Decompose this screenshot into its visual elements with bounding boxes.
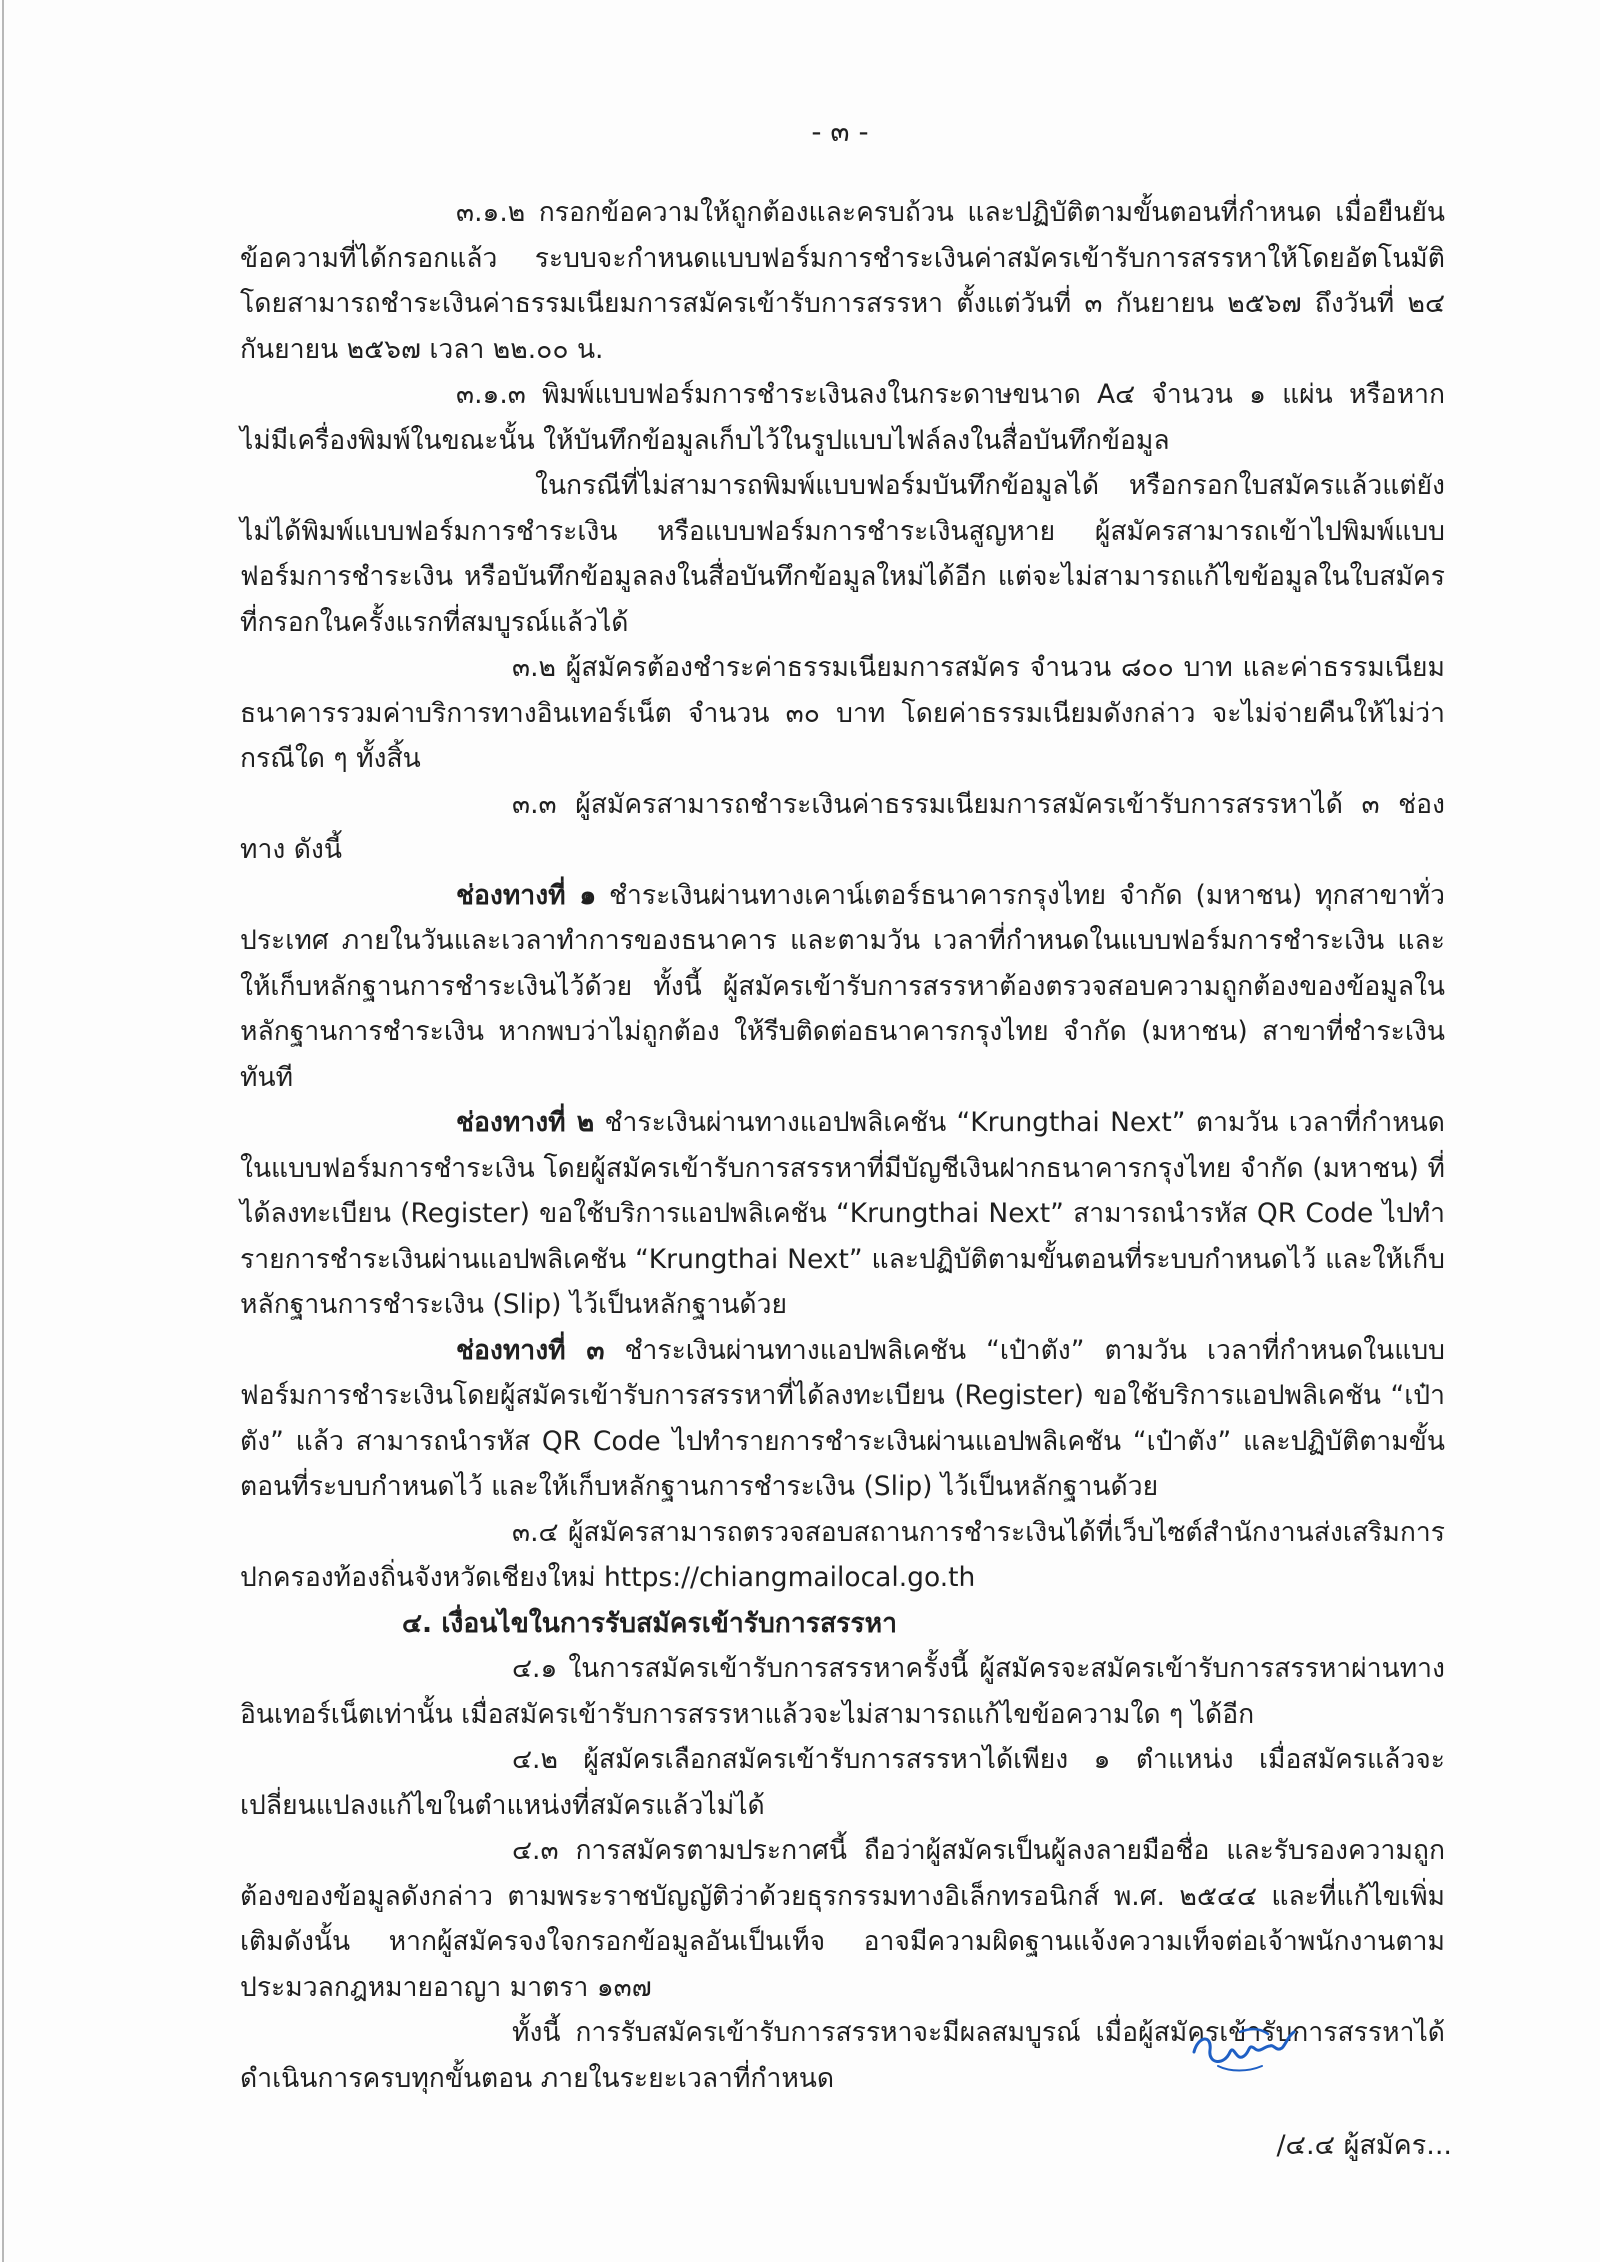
payment-channel-3-label: ช่องทางที่ ๓ — [456, 1334, 605, 1366]
paragraph-3-2: ๓.๒ ผู้สมัครต้องชำระค่าธรรมเนียมการสมัคร จำนวน ๘๐๐ บาท และค่าธรรมเนียมธนาคารรวมค่าบริการทางอินเทอร์เน็ต จำนวน ๓๐ บาท โดยค่าธรรมเนียมดังกล่าว จะไม่จ่ายคืนให้ไม่ว่ากรณีใด ๆ ทั้งสิ้น — [240, 652, 1445, 774]
paragraph-4-2: ๔.๒ ผู้สมัครเลือกสมัครเข้ารับการสรรหาได้เพียง ๑ ตำแหน่ง เมื่อสมัครแล้วจะเปลี่ยนแปลงแก้ไขในตำแหน่งที่สมัครแล้วไม่ได้ — [240, 1744, 1445, 1821]
payment-channel-1 — [240, 873, 1445, 1101]
scan-edge-line — [2, 0, 4, 2262]
signature — [1190, 2022, 1300, 2078]
document-body — [240, 190, 1445, 2101]
paragraph-3-1-2: ๓.๑.๒ กรอกข้อความให้ถูกต้องและครบถ้วน และปฏิบัติตามขั้นตอนที่กำหนด เมื่อยืนยันข้อความที่ได้กรอกแล้ว ระบบจะกำหนดแบบฟอร์มการชำระเงินค่าสมัครเข้ารับการสรรหาให้โดยอัตโนมัติ โดยสามารถชำระเงินค่าธรรมเนียมการสมัครเข้ารับการสรรหา ตั้งแต่วันที่ ๓ กันยายน ๒๕๖๗ ถึงวันที่ ๒๔ กันยายน ๒๕๖๗ เวลา ๒๒.๐๐ น. — [240, 197, 1445, 365]
page-number: - ๓ - — [811, 115, 869, 148]
payment-channel-2-text: ชำระเงินผ่านทางแอปพลิเคชัน “Krungthai Next” ตามวัน เวลาที่กำหนดในแบบฟอร์มการชำระเงิน โดยผู้สมัครเข้ารับการสรรหาที่มีบัญชีเงินฝากธนาคารกรุงไทย จำกัด (มหาชน) ที่ได้ลงทะเบียน (Register) ขอใช้บริการแอปพลิเคชัน “Krungthai Next” สามารถนำรหัส QR Code ไปทำรายการชำระเงินผ่านแอปพลิเคชัน “Krungthai Next” และปฏิบัติตามขั้นตอนที่ระบบกำหนดไว้ และให้เก็บหลักฐานการชำระเงิน (Slip) ไว้เป็นหลักฐานด้วย — [240, 1107, 1445, 1320]
payment-channel-2 — [240, 1100, 1445, 1328]
payment-channel-1-text: ชำระเงินผ่านทางเคาน์เตอร์ธนาคารกรุงไทย จำกัด (มหาชน) ทุกสาขาทั่วประเทศ ภายในวันและเวลาทำการของธนาคาร และตามวัน เวลาที่กำหนดในแบบฟอร์มการชำระเงิน และให้เก็บหลักฐานการชำระเงินไว้ด้วย ทั้งนี้ ผู้สมัครเข้ารับการสรรหาต้องตรวจสอบความถูกต้องของข้อมูลในหลักฐานการชำระเงิน หากพบว่าไม่ถูกต้อง ให้รีบติดต่อธนาคารกรุงไทย จำกัด (มหาชน) สาขาที่ชำระเงินทันที — [240, 879, 1445, 1093]
section-4-heading: ๔. เงื่อนไขในการรับสมัครเข้ารับการสรรหา — [402, 1607, 897, 1639]
paragraph-4-1: ๔.๑ ในการสมัครเข้ารับการสรรหาครั้งนี้ ผู้สมัครจะสมัครเข้ารับการสรรหาผ่านทางอินเทอร์เน็ตเท่านั้น เมื่อสมัครเข้ารับการสรรหาแล้วจะไม่สามารถแก้ไขข้อความใด ๆ ได้อีก — [240, 1653, 1445, 1730]
paragraph-3-4: ๓.๔ ผู้สมัครสามารถตรวจสอบสถานการชำระเงินได้ที่เว็บไซต์สำนักงานส่งเสริมการปกครองท้องถิ่นจังหวัดเชียงใหม่ https://chiangmailocal.go.th — [240, 1516, 1445, 1593]
payment-channel-1-label: ช่องทางที่ ๑ — [456, 879, 597, 911]
paragraph-4-3: ๔.๓ การสมัครตามประกาศนี้ ถือว่าผู้สมัครเป็นผู้ลงลายมือชื่อ และรับรองความถูกต้องของข้อมูลดังกล่าว ตามพระราชบัญญัติว่าด้วยธุรกรรมทางอิเล็กทรอนิกส์ พ.ศ. ๒๕๔๔ และที่แก้ไขเพิ่มเติมดังนั้น หากผู้สมัครจงใจกรอกข้อมูลอันเป็นเท็จ อาจมีความผิดฐานแจ้งความเท็จต่อเจ้าพนักงานตามประมวลกฎหมายอาญา มาตรา ๑๓๗ — [240, 1835, 1445, 2003]
paragraph-conclusion: ทั้งนี้ การรับสมัครเข้ารับการสรรหาจะมีผลสมบูรณ์ เมื่อผู้สมัครเข้ารับการสรรหาได้ดำเนินการครบทุกขั้นตอน ภายในระยะเวลาที่กำหนด — [240, 2017, 1445, 2094]
payment-channel-3 — [240, 1328, 1445, 1510]
paragraph-3-1-3: ๓.๑.๓ พิมพ์แบบฟอร์มการชำระเงินลงในกระดาษขนาด A๔ จำนวน ๑ แผ่น หรือหากไม่มีเครื่องพิมพ์ในขณะนั้น ให้บันทึกข้อมูลเก็บไว้ในรูปแบบไฟล์ลงในสื่อบันทึกข้อมูล — [240, 379, 1445, 456]
payment-channel-2-label: ช่องทางที่ ๒ — [456, 1107, 595, 1138]
paragraph-3-3: ๓.๓ ผู้สมัครสามารถชำระเงินค่าธรรมเนียมการสมัครเข้ารับการสรรหาได้ ๓ ช่องทาง ดังนี้ — [240, 788, 1445, 865]
paragraph-print-failure: ในกรณีที่ไม่สามารถพิมพ์แบบฟอร์มบันทึกข้อมูลได้ หรือกรอกใบสมัครแล้วแต่ยังไม่ได้พิมพ์แบบฟอร์มการชำระเงิน หรือแบบฟอร์มการชำระเงินสูญหาย ผู้สมัครสามารถเข้าไปพิมพ์แบบฟอร์มการชำระเงิน หรือบันทึกข้อมูลลงในสื่อบันทึกข้อมูลใหม่ได้อีก แต่จะไม่สามารถแก้ไขข้อมูลในใบสมัครที่กรอกในครั้งแรกที่สมบูรณ์แล้วได้ — [240, 470, 1445, 638]
payment-channel-3-text: ชำระเงินผ่านทางแอปพลิเคชัน “เป๋าตัง” ตามวัน เวลาที่กำหนดในแบบฟอร์มการชำระเงินโดยผู้สมัครเข้ารับการสรรหาที่ได้ลงทะเบียน (Register) ขอใช้บริการแอปพลิเคชัน “เป๋าตัง” แล้ว สามารถนำรหัส QR Code ไปทำรายการชำระเงินผ่านแอปพลิเคชัน “เป๋าตัง” และปฏิบัติตามขั้นตอนที่ระบบกำหนดไว้ และให้เก็บหลักฐานการชำระเงิน (Slip) ไว้เป็นหลักฐานด้วย — [240, 1334, 1445, 1502]
continuation-note: /๔.๔ ผู้สมัคร... — [1276, 2130, 1452, 2161]
